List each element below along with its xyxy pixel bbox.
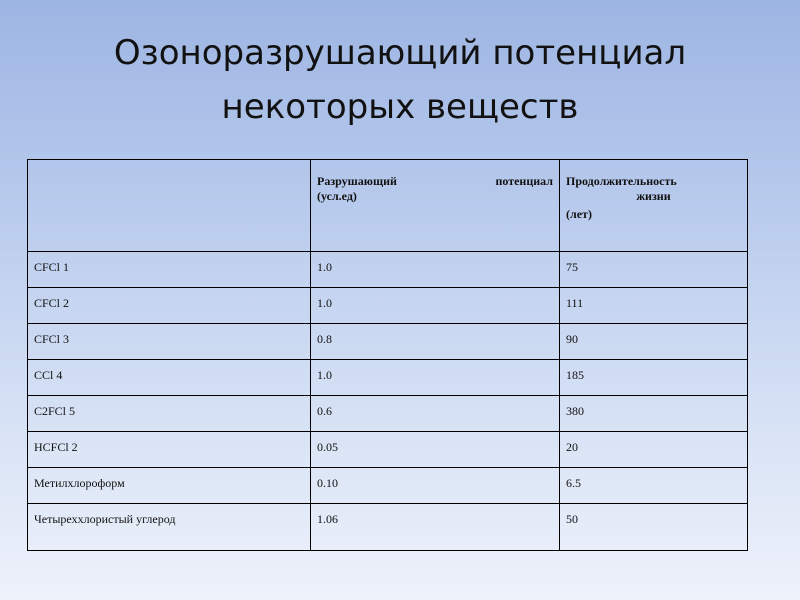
table-row bbox=[28, 504, 748, 551]
header-lifetime-text: Продолжительность bbox=[566, 174, 677, 188]
cell-substance: HCFCl 2 bbox=[28, 432, 311, 468]
ozone-depletion-table bbox=[27, 159, 748, 551]
cell-substance: Четыреххлористый углерод bbox=[28, 504, 311, 551]
cell-lifetime: 380 bbox=[560, 396, 748, 432]
header-potential bbox=[311, 160, 560, 252]
table-row bbox=[28, 432, 748, 468]
header-lifetime bbox=[560, 160, 748, 252]
cell-substance: CFCl 2 bbox=[28, 288, 311, 324]
header-lifetime-unit: (лет) bbox=[566, 207, 592, 221]
cell-lifetime: 50 bbox=[560, 504, 748, 551]
header-potential-text: Разрушающий потенциал bbox=[317, 174, 553, 188]
cell-lifetime: 75 bbox=[560, 252, 748, 288]
cell-potential: 0.6 bbox=[311, 396, 560, 432]
slide-title-line-2: некоторых веществ bbox=[221, 87, 579, 127]
cell-potential: 0.8 bbox=[311, 324, 560, 360]
cell-lifetime: 111 bbox=[560, 288, 748, 324]
table-row bbox=[28, 324, 748, 360]
cell-substance: Метилхлороформ bbox=[28, 468, 311, 504]
cell-lifetime: 6.5 bbox=[560, 468, 748, 504]
cell-lifetime: 185 bbox=[560, 360, 748, 396]
table-row bbox=[28, 252, 748, 288]
table-row bbox=[28, 360, 748, 396]
table-row bbox=[28, 468, 748, 504]
cell-potential: 1.06 bbox=[311, 504, 560, 551]
header-substance bbox=[28, 160, 311, 252]
cell-potential: 1.0 bbox=[311, 252, 560, 288]
table-row bbox=[28, 396, 748, 432]
cell-lifetime: 90 bbox=[560, 324, 748, 360]
header-potential-unit: (усл.ед) bbox=[317, 189, 357, 203]
table-row bbox=[28, 288, 748, 324]
cell-substance: CCl 4 bbox=[28, 360, 311, 396]
table-header-row bbox=[28, 160, 748, 252]
cell-lifetime: 20 bbox=[560, 432, 748, 468]
cell-substance: CFCl 3 bbox=[28, 324, 311, 360]
cell-potential: 1.0 bbox=[311, 360, 560, 396]
header-lifetime-text-2: жизни bbox=[636, 189, 671, 203]
cell-potential: 0.10 bbox=[311, 468, 560, 504]
cell-potential: 0.05 bbox=[311, 432, 560, 468]
cell-potential: 1.0 bbox=[311, 288, 560, 324]
slide-title-line-1: Озоноразрушающий потенциал bbox=[113, 33, 687, 73]
slide-title bbox=[0, 26, 800, 134]
cell-substance: CFCl 1 bbox=[28, 252, 311, 288]
cell-substance: C2FCl 5 bbox=[28, 396, 311, 432]
